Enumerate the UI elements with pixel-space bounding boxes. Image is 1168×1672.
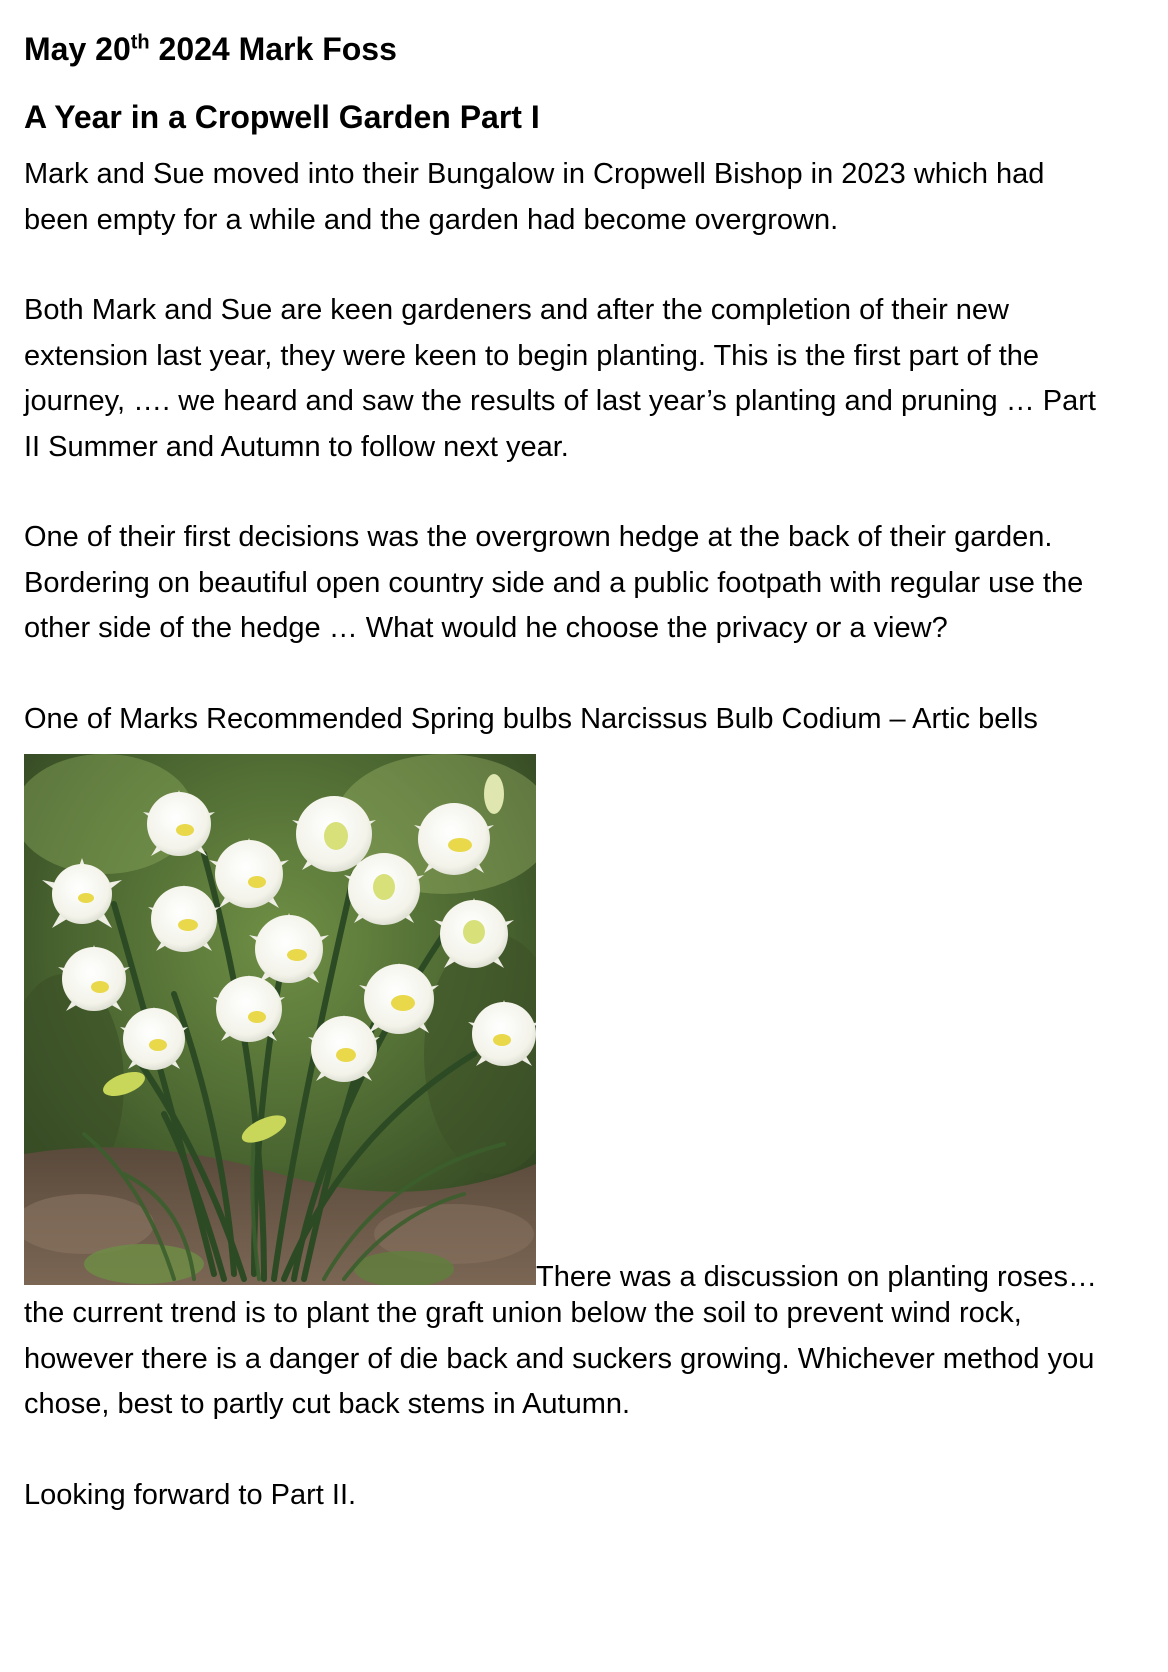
date-ordinal-suffix: th [130, 31, 150, 54]
date-author-heading [24, 26, 1112, 72]
photo-row [24, 754, 1112, 1293]
roses-discussion-inline: There was a discussion on planting roses… [536, 1261, 1097, 1293]
paragraph-bulbs: One of Marks Recommended Spring bulbs Narcissus Bulb Codium – Artic bells [24, 702, 1038, 735]
paragraph-hedge: One of their first decisions was the overgrown hedge at the back of their garden. Bordering on beautiful open country side and a public footpath with regular use the other side of the hedge … What would he choose the privacy or a view? [24, 521, 1084, 644]
paragraph-roses: the current trend is to plant the graft union below the soil to prevent wind rock, however there is a danger of die back and suckers growing. Whichever method you chose, best to partly cut back stems in Autumn. [24, 1297, 1095, 1420]
date-prefix: May 20 [24, 31, 131, 67]
narcissus-photo-illustration [24, 754, 536, 1285]
page-title: A Year in a Cropwell Garden Part I [24, 99, 540, 135]
paragraph-closing: Looking forward to Part II. [24, 1478, 357, 1511]
narcissus-photo [24, 754, 536, 1285]
paragraph-gardeners: Both Mark and Sue are keen gardeners and after the completion of their new extension last year, they were keen to begin planting. This is the first part of the journey, …. we heard and saw the results of last year’s planting and pruning … Part II Summer and Autumn to follow next year. [24, 294, 1096, 463]
date-year-author: 2024 Mark Foss [149, 31, 397, 67]
paragraph-intro: Mark and Sue moved into their Bungalow in Cropwell Bishop in 2023 which had been empty for a while and the garden had become overgrown. [24, 158, 1045, 236]
